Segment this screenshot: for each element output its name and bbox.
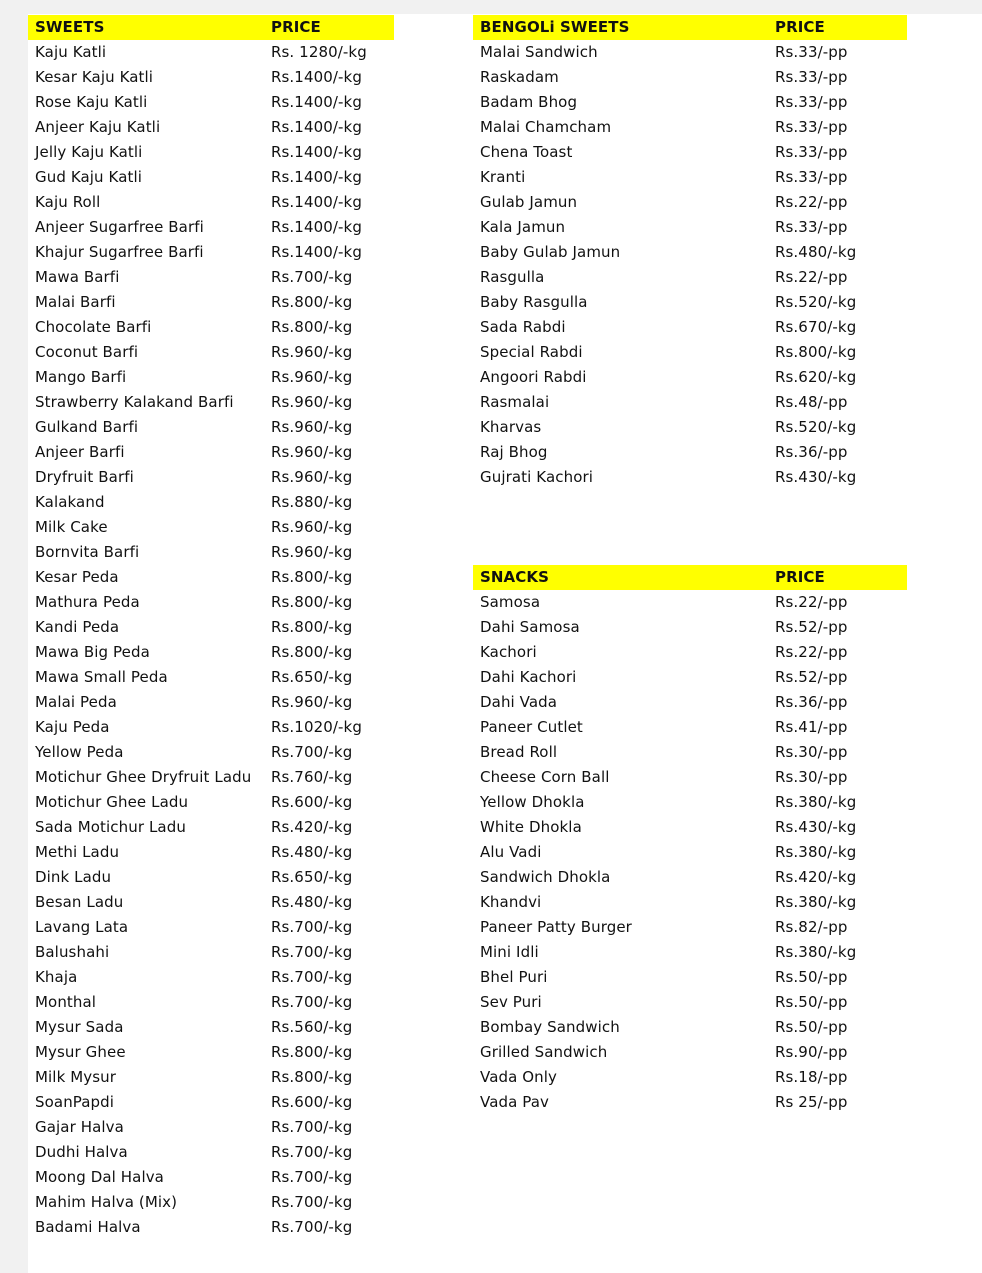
table-row (28, 215, 394, 240)
table-row (28, 540, 394, 565)
item-name: Baby Gulab Jamun (480, 243, 621, 261)
item-price: Rs.800/-kg (271, 593, 353, 611)
item-name: Mathura Peda (35, 593, 140, 611)
item-name: Mango Barfi (35, 368, 127, 386)
table-row (28, 490, 394, 515)
table-row (473, 790, 907, 815)
item-price: Rs.800/-kg (775, 343, 857, 361)
item-name: Vada Pav (480, 1093, 550, 1111)
table-row (28, 365, 394, 390)
item-name: Kandi Peda (35, 618, 120, 636)
item-name: Moong Dal Halva (35, 1168, 164, 1186)
item-price: Rs.1400/-kg (271, 118, 362, 136)
item-name: Jelly Kaju Katli (35, 143, 143, 161)
table-row (28, 115, 394, 140)
item-name: Bread Roll (480, 743, 558, 761)
table-row (28, 615, 394, 640)
item-price: Rs.22/-pp (775, 268, 848, 286)
table-row (473, 240, 907, 265)
table-row (28, 590, 394, 615)
table-row (28, 940, 394, 965)
table-row (473, 715, 907, 740)
item-name: Malai Barfi (35, 293, 116, 311)
item-name: Bhel Puri (480, 968, 548, 986)
item-name: Kharvas (480, 418, 542, 436)
item-name: Badam Bhog (480, 93, 578, 111)
item-name: Mawa Big Peda (35, 643, 150, 661)
table-row (473, 340, 907, 365)
table-row (28, 1190, 394, 1215)
item-price: Rs.960/-kg (271, 468, 353, 486)
sweets-header-row (28, 15, 394, 40)
table-row (28, 1015, 394, 1040)
table-row (473, 440, 907, 465)
item-price: Rs.650/-kg (271, 868, 353, 886)
column-header-item: BENGOLi SWEETS (480, 18, 630, 36)
item-name: Milk Cake (35, 518, 108, 536)
table-row (473, 465, 907, 490)
table-row (28, 340, 394, 365)
item-price: Rs.480/-kg (271, 843, 353, 861)
item-name: Special Rabdi (480, 343, 583, 361)
item-name: Gajar Halva (35, 1118, 124, 1136)
item-price: Rs.700/-kg (271, 1118, 353, 1136)
item-price: Rs.600/-kg (271, 793, 353, 811)
item-price: Rs. 1280/-kg (271, 43, 367, 61)
table-row (28, 140, 394, 165)
table-row (28, 715, 394, 740)
item-name: Rose Kaju Katli (35, 93, 148, 111)
item-name: Dahi Kachori (480, 668, 577, 686)
table-row (473, 65, 907, 90)
table-row (28, 915, 394, 940)
table-row (28, 665, 394, 690)
bengoli-sweets-table (473, 15, 907, 490)
item-price: Rs.82/-pp (775, 918, 848, 936)
item-price: Rs.50/-pp (775, 968, 848, 986)
table-row (473, 865, 907, 890)
item-name: Anjeer Barfi (35, 443, 125, 461)
table-row (28, 90, 394, 115)
item-name: Angoori Rabdi (480, 368, 587, 386)
table-row (473, 615, 907, 640)
item-name: Dudhi Halva (35, 1143, 128, 1161)
item-name: Raskadam (480, 68, 559, 86)
item-name: Malai Sandwich (480, 43, 598, 61)
column-header-item: SNACKS (480, 568, 550, 586)
item-name: Cheese Corn Ball (480, 768, 610, 786)
item-name: Lavang Lata (35, 918, 129, 936)
item-name: Besan Ladu (35, 893, 124, 911)
item-name: Paneer Patty Burger (480, 918, 632, 936)
item-name: Kalakand (35, 493, 105, 511)
table-row (473, 315, 907, 340)
table-row (28, 565, 394, 590)
item-price: Rs.480/-kg (271, 893, 353, 911)
item-price: Rs.33/-pp (775, 43, 848, 61)
item-name: Monthal (35, 993, 97, 1011)
item-price: Rs.760/-kg (271, 768, 353, 786)
table-row (28, 415, 394, 440)
item-name: Mawa Barfi (35, 268, 120, 286)
table-row (28, 1090, 394, 1115)
table-row (28, 1040, 394, 1065)
item-name: Mawa Small Peda (35, 668, 168, 686)
item-name: Strawberry Kalakand Barfi (35, 393, 234, 411)
table-row (473, 40, 907, 65)
table-row (28, 390, 394, 415)
table-row (473, 390, 907, 415)
table-row (473, 640, 907, 665)
item-price: Rs.960/-kg (271, 693, 353, 711)
item-price: Rs.33/-pp (775, 168, 848, 186)
item-price: Rs.700/-kg (271, 1168, 353, 1186)
table-row (28, 740, 394, 765)
item-price: Rs.800/-kg (271, 568, 353, 586)
table-row (473, 840, 907, 865)
table-row (28, 790, 394, 815)
item-name: Methi Ladu (35, 843, 120, 861)
item-price: Rs.18/-pp (775, 1068, 848, 1086)
table-row (473, 265, 907, 290)
item-price: Rs.380/-kg (775, 843, 857, 861)
item-name: Dryfruit Barfi (35, 468, 134, 486)
item-price: Rs.700/-kg (271, 268, 353, 286)
item-price: Rs.700/-kg (271, 918, 353, 936)
item-price: Rs.380/-kg (775, 793, 857, 811)
table-row (473, 590, 907, 615)
table-row (28, 1065, 394, 1090)
item-price: Rs.520/-kg (775, 293, 857, 311)
table-row (28, 265, 394, 290)
table-row (28, 1165, 394, 1190)
item-price: Rs.33/-pp (775, 218, 848, 236)
table-row (28, 40, 394, 65)
table-row (28, 165, 394, 190)
item-name: Mini Idli (480, 943, 539, 961)
item-price: Rs.90/-pp (775, 1043, 848, 1061)
column-header-price: PRICE (775, 18, 825, 36)
item-price: Rs.380/-kg (775, 893, 857, 911)
table-row (28, 1215, 394, 1240)
item-price: Rs.420/-kg (775, 868, 857, 886)
table-row (473, 290, 907, 315)
table-row (473, 215, 907, 240)
table-row (28, 690, 394, 715)
item-name: Gulkand Barfi (35, 418, 139, 436)
table-row (473, 940, 907, 965)
item-price: Rs.33/-pp (775, 68, 848, 86)
table-row (28, 1140, 394, 1165)
item-price: Rs.560/-kg (271, 1018, 353, 1036)
item-name: Yellow Dhokla (480, 793, 585, 811)
item-price: Rs.30/-pp (775, 743, 848, 761)
item-name: Mysur Ghee (35, 1043, 126, 1061)
item-name: White Dhokla (480, 818, 582, 836)
item-name: Coconut Barfi (35, 343, 139, 361)
item-price: Rs.33/-pp (775, 118, 848, 136)
item-price: Rs.800/-kg (271, 293, 353, 311)
price-sheet (28, 14, 982, 1273)
table-row (28, 865, 394, 890)
item-name: Kachori (480, 643, 537, 661)
item-name: Paneer Cutlet (480, 718, 583, 736)
table-row (473, 740, 907, 765)
item-price: Rs.36/-pp (775, 693, 848, 711)
item-name: Anjeer Sugarfree Barfi (35, 218, 204, 236)
item-price: Rs.41/-pp (775, 718, 848, 736)
item-price: Rs.1400/-kg (271, 93, 362, 111)
table-row (473, 815, 907, 840)
item-price: Rs.800/-kg (271, 1068, 353, 1086)
item-price: Rs.1400/-kg (271, 193, 362, 211)
table-row (473, 915, 907, 940)
table-row (28, 640, 394, 665)
item-price: Rs.960/-kg (271, 543, 353, 561)
item-price: Rs.960/-kg (271, 343, 353, 361)
snacks-header-row (473, 565, 907, 590)
item-name: Badami Halva (35, 1218, 141, 1236)
table-row (28, 290, 394, 315)
item-name: Gulab Jamun (480, 193, 578, 211)
item-price: Rs.22/-pp (775, 643, 848, 661)
item-name: Kesar Kaju Katli (35, 68, 154, 86)
item-name: Rasmalai (480, 393, 550, 411)
item-price: Rs.960/-kg (271, 393, 353, 411)
table-row (28, 840, 394, 865)
item-name: Khaja (35, 968, 78, 986)
item-name: Dahi Vada (480, 693, 558, 711)
item-name: Kaju Katli (35, 43, 107, 61)
table-row (28, 315, 394, 340)
item-price: Rs.48/-pp (775, 393, 848, 411)
item-price: Rs.700/-kg (271, 1218, 353, 1236)
item-price: Rs.700/-kg (271, 1143, 353, 1161)
table-row (28, 240, 394, 265)
table-row (28, 990, 394, 1015)
item-name: Kala Jamun (480, 218, 566, 236)
table-row (28, 515, 394, 540)
item-price: Rs.52/-pp (775, 668, 848, 686)
item-price: Rs.36/-pp (775, 443, 848, 461)
item-name: Alu Vadi (480, 843, 542, 861)
table-row (473, 690, 907, 715)
item-name: Balushahi (35, 943, 110, 961)
item-name: Kaju Peda (35, 718, 110, 736)
table-row (473, 765, 907, 790)
item-price: Rs.960/-kg (271, 518, 353, 536)
item-price: Rs.800/-kg (271, 643, 353, 661)
item-price: Rs.430/-kg (775, 468, 857, 486)
item-name: Malai Chamcham (480, 118, 612, 136)
table-row (473, 990, 907, 1015)
item-price: Rs.33/-pp (775, 143, 848, 161)
item-name: Sada Motichur Ladu (35, 818, 186, 836)
item-name: Dahi Samosa (480, 618, 580, 636)
item-price: Rs.700/-kg (271, 1193, 353, 1211)
item-price: Rs.800/-kg (271, 618, 353, 636)
column-header-price: PRICE (775, 568, 825, 586)
item-name: SoanPapdi (35, 1093, 115, 1111)
item-price: Rs.1400/-kg (271, 143, 362, 161)
item-name: Bornvita Barfi (35, 543, 140, 561)
table-row (28, 190, 394, 215)
table-row (473, 415, 907, 440)
table-row (473, 115, 907, 140)
table-row (473, 1090, 907, 1115)
table-row (28, 890, 394, 915)
table-row (473, 165, 907, 190)
item-price: Rs.1400/-kg (271, 168, 362, 186)
table-row (28, 765, 394, 790)
item-price: Rs.430/-kg (775, 818, 857, 836)
item-name: Mahim Halva (Mix) (35, 1193, 178, 1211)
item-price: Rs 25/-pp (775, 1093, 848, 1111)
item-name: Dink Ladu (35, 868, 112, 886)
item-price: Rs.700/-kg (271, 993, 353, 1011)
item-name: Gud Kaju Katli (35, 168, 143, 186)
table-row (473, 665, 907, 690)
item-name: Khandvi (480, 893, 542, 911)
table-row (473, 965, 907, 990)
table-row (28, 965, 394, 990)
item-price: Rs.1020/-kg (271, 718, 362, 736)
item-price: Rs.700/-kg (271, 743, 353, 761)
item-price: Rs.30/-pp (775, 768, 848, 786)
table-row (473, 140, 907, 165)
table-row (473, 890, 907, 915)
item-price: Rs.700/-kg (271, 968, 353, 986)
item-price: Rs.800/-kg (271, 318, 353, 336)
snacks-table (473, 565, 907, 1115)
table-row (473, 1040, 907, 1065)
item-name: Motichur Ghee Ladu (35, 793, 189, 811)
item-price: Rs.650/-kg (271, 668, 353, 686)
item-price: Rs.22/-pp (775, 193, 848, 211)
item-name: Mysur Sada (35, 1018, 124, 1036)
table-row (473, 1015, 907, 1040)
item-name: Rasgulla (480, 268, 545, 286)
item-name: Vada Only (480, 1068, 558, 1086)
item-price: Rs.380/-kg (775, 943, 857, 961)
item-price: Rs.1400/-kg (271, 218, 362, 236)
item-price: Rs.670/-kg (775, 318, 857, 336)
bengoli-header-row (473, 15, 907, 40)
item-name: Kranti (480, 168, 526, 186)
item-name: Samosa (480, 593, 541, 611)
table-row (473, 365, 907, 390)
table-row (28, 440, 394, 465)
table-row (28, 65, 394, 90)
item-name: Motichur Ghee Dryfruit Ladu (35, 768, 252, 786)
item-name: Yellow Peda (35, 743, 124, 761)
column-header-price: PRICE (271, 18, 321, 36)
item-name: Sandwich Dhokla (480, 868, 611, 886)
item-name: Raj Bhog (480, 443, 548, 461)
item-price: Rs.520/-kg (775, 418, 857, 436)
item-price: Rs.1400/-kg (271, 68, 362, 86)
item-name: Grilled Sandwich (480, 1043, 608, 1061)
table-row (28, 465, 394, 490)
item-name: Kesar Peda (35, 568, 119, 586)
item-name: Chena Toast (480, 143, 573, 161)
table-row (473, 190, 907, 215)
item-name: Chocolate Barfi (35, 318, 152, 336)
item-price: Rs.22/-pp (775, 593, 848, 611)
item-price: Rs.1400/-kg (271, 243, 362, 261)
item-price: Rs.480/-kg (775, 243, 857, 261)
item-price: Rs.700/-kg (271, 943, 353, 961)
item-price: Rs.33/-pp (775, 93, 848, 111)
item-price: Rs.52/-pp (775, 618, 848, 636)
table-row (473, 90, 907, 115)
item-name: Bombay Sandwich (480, 1018, 620, 1036)
item-name: Milk Mysur (35, 1068, 117, 1086)
item-name: Gujrati Kachori (480, 468, 594, 486)
item-name: Baby Rasgulla (480, 293, 588, 311)
item-price: Rs.620/-kg (775, 368, 857, 386)
item-price: Rs.960/-kg (271, 443, 353, 461)
table-row (28, 815, 394, 840)
item-price: Rs.50/-pp (775, 1018, 848, 1036)
item-price: Rs.800/-kg (271, 1043, 353, 1061)
item-name: Malai Peda (35, 693, 117, 711)
item-price: Rs.960/-kg (271, 368, 353, 386)
item-price: Rs.880/-kg (271, 493, 353, 511)
sweets-table (28, 15, 394, 1240)
item-name: Sada Rabdi (480, 318, 566, 336)
item-price: Rs.50/-pp (775, 993, 848, 1011)
item-price: Rs.600/-kg (271, 1093, 353, 1111)
table-row (473, 1065, 907, 1090)
item-price: Rs.960/-kg (271, 418, 353, 436)
item-price: Rs.420/-kg (271, 818, 353, 836)
item-name: Anjeer Kaju Katli (35, 118, 161, 136)
table-row (28, 1115, 394, 1140)
item-name: Kaju Roll (35, 193, 101, 211)
item-name: Khajur Sugarfree Barfi (35, 243, 204, 261)
column-header-item: SWEETS (35, 18, 105, 36)
item-name: Sev Puri (480, 993, 542, 1011)
